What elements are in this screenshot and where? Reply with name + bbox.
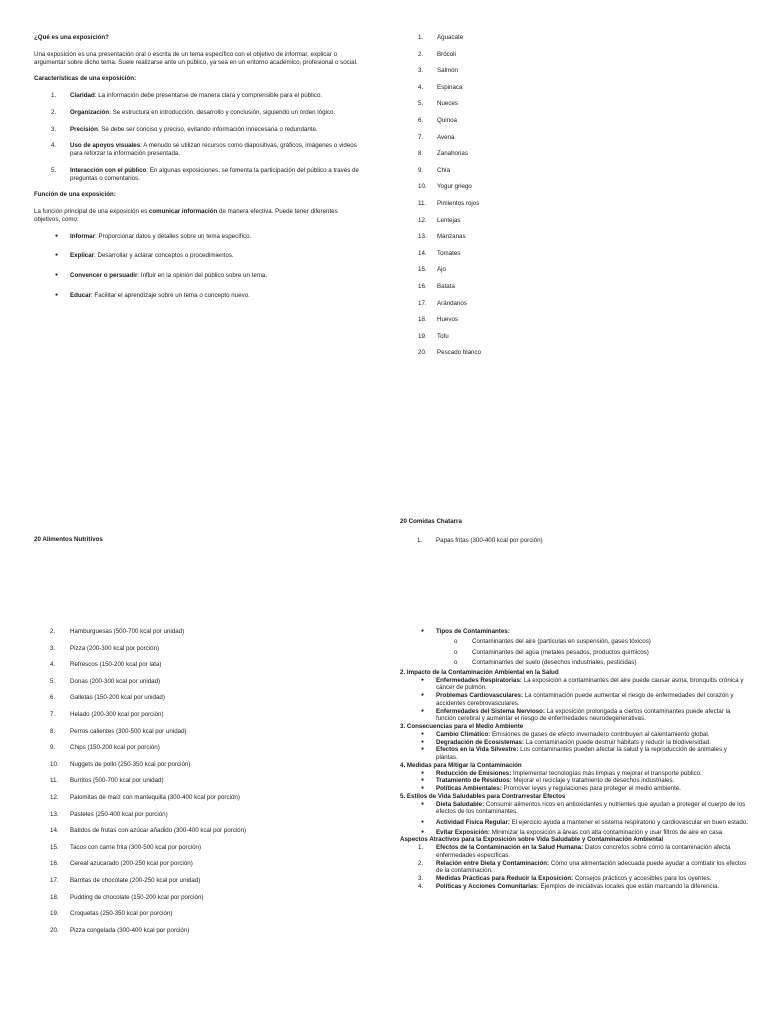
chatarra-heading-section xyxy=(400,518,748,545)
list-item: 10. Nuggets de pollo (250-350 kcal por porción) xyxy=(50,760,191,768)
contaminacion-section xyxy=(400,628,748,891)
bullet-icon: ● xyxy=(55,252,59,259)
list-item: ● Políticas Ambientales: Promover leyes y regulaciones para proteger el medio ambiente. xyxy=(421,785,681,793)
list-item: o Contaminantes del agua (metales pesados, productos químicos) xyxy=(454,648,649,656)
list-item: 1. Claridad: La información debe presentarse de manera clara y comprensible para el público. xyxy=(51,92,323,99)
list-item: 12. Palomitas de maíz con mantequilla (300-400 kcal por porción) xyxy=(50,793,240,801)
list-item: 19. Tofu xyxy=(418,332,449,340)
list-item: 15. Tacos con carne frita (300-500 kcal por porción) xyxy=(50,843,202,851)
list-item: 6. Galletas (150-200 kcal por unidad) xyxy=(50,694,165,702)
list-item: ● Explicar: Desarrollar y aclarar conceptos o procedimientos. xyxy=(55,252,234,260)
bullet-icon: ● xyxy=(421,676,425,683)
list-item: 2. Organización: Se estructura en introducción, desarrollo y conclusión, siguiendo un orden lógico. xyxy=(51,108,336,116)
bullet-icon: ● xyxy=(421,800,425,807)
objectives-list xyxy=(34,233,364,300)
list-item: ● Educar: Facilitar el aprendizaje sobre un tema o concepto nuevo. xyxy=(55,291,250,299)
list-item: 1. Papas fritas (300-400 kcal por porción) xyxy=(417,536,543,544)
list-item: 1. Efectos de la Contaminación en la Salud Humana: Datos concretos sobre cómo la contaminación afecta enfermedades específicas. xyxy=(418,844,731,859)
list-item: 5. Donas (200-300 kcal por unidad) xyxy=(50,677,161,685)
list-item: ● Enfermedades Respiratorias: La exposición a contaminantes del aire puede causar asma, bronquitis crónica y cáncer de pulmón. xyxy=(421,676,744,692)
list-item: 2. Relación entre Dieta y Contaminación: Cómo una alimentación adecuada puede ayudar a combatir los efectos de la contaminación. xyxy=(418,859,747,875)
list-item: o Contaminantes del aire (partículas en suspensión, gases tóxicos) xyxy=(454,638,651,646)
list-item: 4. Políticas y Acciones Comunitarias: Ejemplos de iniciativas locales que están marcando la diferencia. xyxy=(418,882,720,890)
circle-bullet-icon: o xyxy=(454,658,458,666)
list-item: ● Problemas Cardiovasculares: La contaminación puede aumentar el riesgo de enfermedades del corazón y accidentes cerebrovasculares. xyxy=(421,692,734,707)
bullet-icon: ● xyxy=(421,828,425,835)
characteristics-list xyxy=(34,92,364,182)
circle-bullet-icon: o xyxy=(454,638,458,646)
list-item: 4. Refrescos (150-200 kcal por lata) xyxy=(50,661,162,669)
list-item: 6. Quinoa xyxy=(418,116,457,124)
list-item: 3. Precisión: Se debe ser conciso y preciso, evitando información innecesaria o redundante. xyxy=(51,125,318,133)
list-item: ● Reducción de Emisiones: Implementar tecnologías más limpias y mejorar el transporte público. xyxy=(421,769,702,777)
bullet-icon: ● xyxy=(421,777,425,784)
list-item: ● Informar: Proporcionar datos y detalles sobre un tema específico. xyxy=(55,232,252,240)
function-paragraph: La función principal de una exposición es comunicar información de manera efectiva. Puede tener diferentes objetivos, como: xyxy=(34,208,338,223)
chatarra-first-list xyxy=(400,537,748,545)
bullet-icon: ● xyxy=(421,818,425,825)
list-item: 7. Helado (200-300 kcal por porción) xyxy=(50,710,164,718)
chatarra-list-section xyxy=(50,628,370,943)
exposicion-section xyxy=(34,34,364,312)
bullet-icon: ● xyxy=(421,628,425,634)
list-item: 17. Barritas de chocolate (200-250 kcal por unidad) xyxy=(50,876,201,884)
list-item: 4. Espinaca xyxy=(418,83,463,91)
section-title: 3. Consecuencias para el Medio Ambiente xyxy=(400,723,524,731)
list-item: 16. Cereal azucarado (200-250 kcal por porción) xyxy=(50,860,193,868)
list-item: 20. Pescado blanco xyxy=(418,349,482,357)
list-item: 9. Chía xyxy=(418,166,451,174)
nutritivos-list-section xyxy=(418,34,748,366)
list-item: ● Efectos en la Vida Silvestre: Los contaminantes pueden afectar la salud y la reproducción de animales y plantas. xyxy=(421,746,727,762)
bullet-icon: ● xyxy=(421,707,425,714)
list-item: 8. Zanahorias xyxy=(418,150,468,158)
list-item: 4. Uso de apoyos visuales: A menudo se utilizan recursos como diapositivas, gráficos, imágenes o videos para reforzar la información presentada. xyxy=(51,142,357,157)
list-item: ● Degradación de Ecosistemas: La contaminación puede destruir hábitats y reducir la biodiversidad. xyxy=(421,738,711,746)
list-item: 9. Chips (150-200 kcal por porción) xyxy=(50,744,160,752)
list-item: 15. Ajo xyxy=(418,266,446,274)
list-item: 18. Huevos xyxy=(418,316,458,324)
exposicion-intro: Una exposición es una presentación oral o escrita de un tema específico con el objetivo de informar, explicar o argumentar sobre dicho tema. Suele realizarse ante un público, ya sea en un entorno académico, profesional o social. xyxy=(34,50,358,66)
list-item: ● Enfermedades del Sistema Nervioso: La exposición prolongada a ciertos contaminantes puede afectar la función cerebral y aumentar el riesgo de enfermedades neurodegenerativas. xyxy=(421,707,731,723)
list-item: 14. Batidos de frutas con azúcar añadido (300-400 kcal por porción) xyxy=(50,827,247,835)
nutritivos-title: 20 Alimentos Nutritivos xyxy=(34,536,103,543)
list-item: 17. Arándanos xyxy=(418,299,467,307)
section-title: 5. Estilos de Vida Saludables para Contrarrestar Efectos xyxy=(400,792,566,800)
aspectos-title: Aspectos Atractivos para la Exposición sobre Vida Saludable y Contaminación Ambiental xyxy=(400,836,664,844)
list-item: 14. Tomates xyxy=(418,249,461,257)
bullet-icon: ● xyxy=(421,738,425,745)
chatarra-title: 20 Comidas Chatarra xyxy=(400,518,462,525)
list-item: 3. Salmón xyxy=(418,67,458,75)
list-item: ● Actividad Física Regular: El ejercicio ayuda a mantener el sistema respiratorio y cardiovascular en buen estado. xyxy=(421,818,748,826)
list-item: ● Convencer o persuadir: Influir en la opinión del público sobre un tema. xyxy=(55,272,268,279)
list-item: 5. Nueces xyxy=(418,100,458,108)
list-item: 11. Pimientos rojos xyxy=(418,199,480,207)
section-title: 2. Impacto de la Contaminación Ambiental en la Salud xyxy=(400,668,559,676)
list-item: o Contaminantes del suelo (desechos industriales, pesticidas) xyxy=(454,658,637,666)
list-item: 7. Avena xyxy=(418,133,455,141)
circle-bullet-icon: o xyxy=(454,648,458,656)
list-item: 13. Pasteles (250-400 kcal por porción) xyxy=(50,810,168,818)
chatarra-list xyxy=(50,628,370,943)
bullet-icon: ● xyxy=(421,730,425,737)
list-item: ● Tratamiento de Residuos: Mejorar el reciclaje y tratamiento de desechos industriales. xyxy=(421,777,675,785)
list-item: 13. Manzanas xyxy=(418,233,466,241)
list-item: 19. Croquetas (250-350 kcal por porción) xyxy=(50,910,173,918)
bullet-icon: ● xyxy=(55,291,59,298)
list-item: 8. Perros calientes (300-500 kcal por unidad) xyxy=(50,727,187,735)
list-item: ● Evitar Exposición: Minimizar la exposición a áreas con alta contaminación y usar filtros de aire en casa. xyxy=(421,828,724,836)
list-item: 5. Interacción con el público: En algunas exposiciones, se fomenta la participación del público a través de preguntas o comentarios. xyxy=(51,166,359,182)
function-title: Función de una exposición: xyxy=(34,191,116,199)
list-item: 16. Batata xyxy=(418,282,455,290)
nutritivos-heading-section xyxy=(34,536,364,553)
list-item: 18. Pudding de chocolate (150-200 kcal por porción) xyxy=(50,893,204,901)
exposicion-title: ¿Qué es una exposición? xyxy=(34,34,109,41)
bullet-icon: ● xyxy=(421,692,425,699)
bullet-icon: ● xyxy=(421,785,425,792)
list-item: 20. Pizza congelada (300-400 kcal por porción) xyxy=(50,926,190,934)
list-item: 12. Lentejas xyxy=(418,216,461,224)
list-item: ● Cambio Climático: Emisiones de gases de efecto invernadero contribuyen al calentamiento global. xyxy=(421,730,710,738)
list-item: 11. Burritos (500-700 kcal por unidad) xyxy=(50,777,164,785)
list-item: 1. Aguacate xyxy=(418,34,464,41)
characteristics-title: Características de una exposición: xyxy=(34,75,137,83)
nutritivos-list xyxy=(418,34,748,366)
list-item: 2. Brócoli xyxy=(418,50,456,58)
bullet-icon: ● xyxy=(421,769,425,776)
list-item: ● Dieta Saludable: Consumir alimentos ricos en antioxidantes y nutrientes que ayudan a proteger el cuerpo de los efectos de los contaminantes. xyxy=(421,800,746,816)
list-item: 3. Pizza (200-300 kcal por porción) xyxy=(50,644,160,652)
list-item: 3. Medidas Prácticas para Reducir la Exposición: Consejos prácticos y accesibles para los oyentes. xyxy=(418,875,712,883)
list-item: ● Tipos de Contaminantes: xyxy=(421,628,510,635)
bullet-icon: ● xyxy=(55,272,59,278)
section-title: 4. Medidas para Mitigar la Contaminación xyxy=(400,761,522,769)
list-item: 2. Hamburguesas (500-700 kcal por unidad) xyxy=(50,628,185,635)
bullet-icon: ● xyxy=(421,746,425,753)
bullet-icon: ● xyxy=(55,232,59,239)
list-item: 10. Yogur griego xyxy=(418,183,472,191)
